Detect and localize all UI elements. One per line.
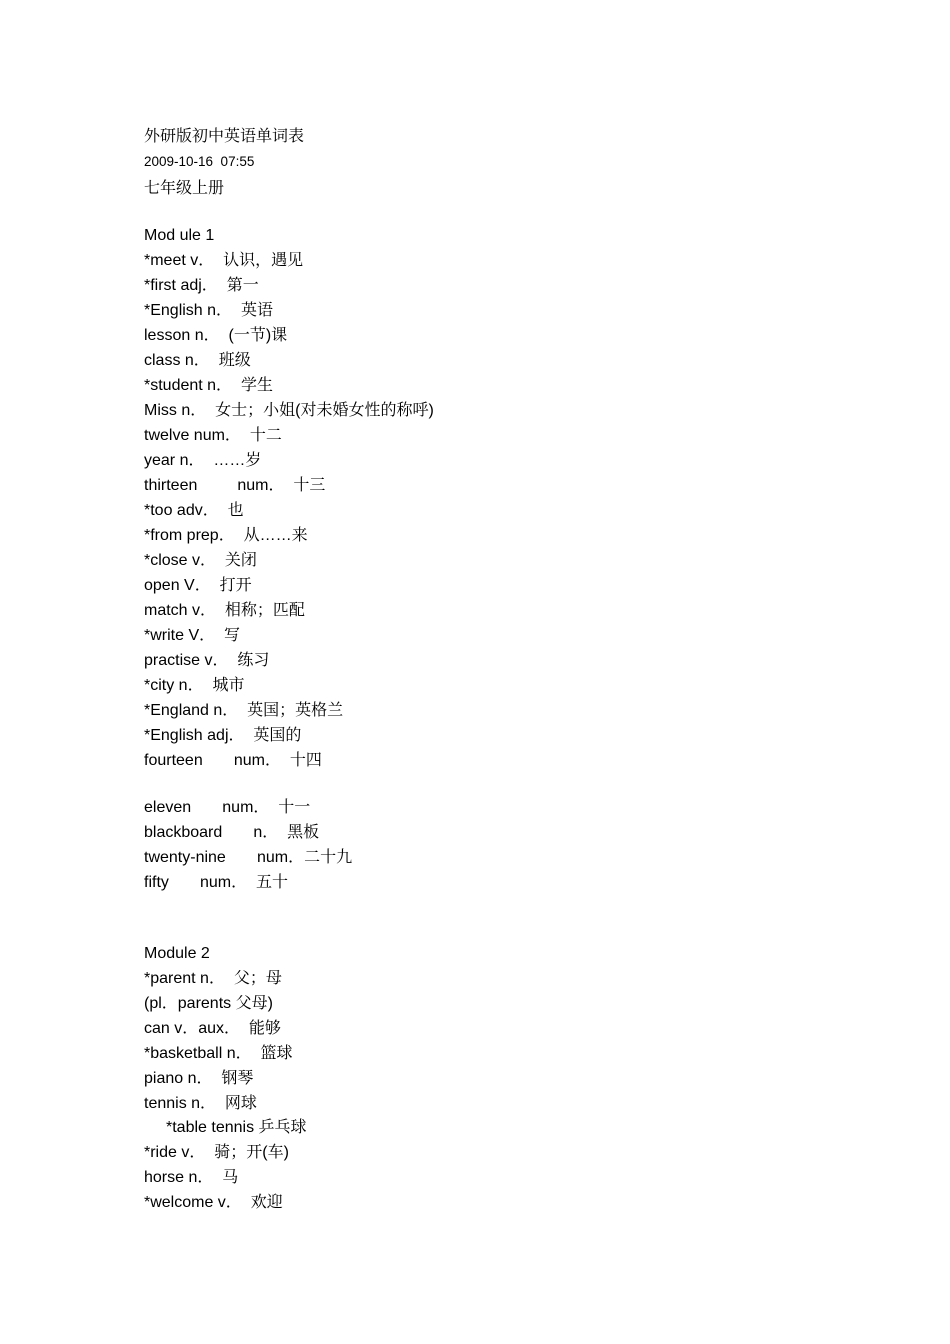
vocab-entry: *English adj． 英国的 <box>144 727 302 744</box>
post-datetime: 2009-10-16 07:55 <box>144 154 255 169</box>
vocab-entry: *ride v． 骑；开(车) <box>144 1144 289 1161</box>
vocab-entry: blackboard n． 黑板 <box>144 824 320 841</box>
vocab-entry: *meet v． 认识，遇见 <box>144 252 304 269</box>
vocab-entry: fifty num． 五十 <box>144 874 289 891</box>
document-title: 外研版初中英语单词表 <box>144 126 305 145</box>
vocab-entry: thirteen num． 十三 <box>144 477 326 494</box>
vocab-entry: twelve num． 十二 <box>144 427 282 444</box>
vocab-entry: *England n． 英国；英格兰 <box>144 702 344 719</box>
vocab-entry: *from prep． 从……来 <box>144 527 308 544</box>
vocab-entry: twenty-nine num．二十九 <box>144 849 353 866</box>
module-heading: Module 2 <box>144 945 210 962</box>
vocab-entry: *table tennis 乒乓球 <box>166 1119 307 1136</box>
vocab-entry: lesson n． (一节)课 <box>144 327 288 344</box>
vocab-entry: (pl．parents 父母) <box>144 995 273 1012</box>
vocab-entry: year n． ……岁 <box>144 452 262 469</box>
vocab-entry: *first adj． 第一 <box>144 277 259 294</box>
vocab-entry: can v．aux． 能够 <box>144 1020 281 1037</box>
vocab-entry: open V． 打开 <box>144 577 252 594</box>
vocab-entry: *too adv． 也 <box>144 502 244 519</box>
vocab-entry: class n． 班级 <box>144 352 251 369</box>
module-heading: Mod ule 1 <box>144 227 215 244</box>
vocab-entry: *city n． 城市 <box>144 677 245 694</box>
vocab-entry: eleven num． 十一 <box>144 799 311 816</box>
vocab-entry: *welcome v． 欢迎 <box>144 1194 283 1211</box>
vocab-entry: *English n． 英语 <box>144 302 273 319</box>
vocab-entry: match v． 相称；匹配 <box>144 602 305 619</box>
vocab-entry: *write V． 写 <box>144 627 241 644</box>
vocab-entry: horse n． 马 <box>144 1169 239 1186</box>
vocab-entry: practise v． 练习 <box>144 652 270 669</box>
vocab-entry: Miss n． 女士；小姐(对未婚女性的称呼) <box>144 402 434 419</box>
grade-heading: 七年级上册 <box>144 178 225 197</box>
vocab-entry: tennis n． 网球 <box>144 1095 257 1112</box>
vocab-entry: *parent n． 父；母 <box>144 970 282 987</box>
vocab-entry: *close v． 关闭 <box>144 552 257 569</box>
vocab-entry: *student n． 学生 <box>144 377 273 394</box>
vocab-entry: piano n． 钢琴 <box>144 1070 254 1087</box>
vocab-entry: *basketball n． 篮球 <box>144 1045 293 1062</box>
vocab-entry: fourteen num． 十四 <box>144 752 322 769</box>
